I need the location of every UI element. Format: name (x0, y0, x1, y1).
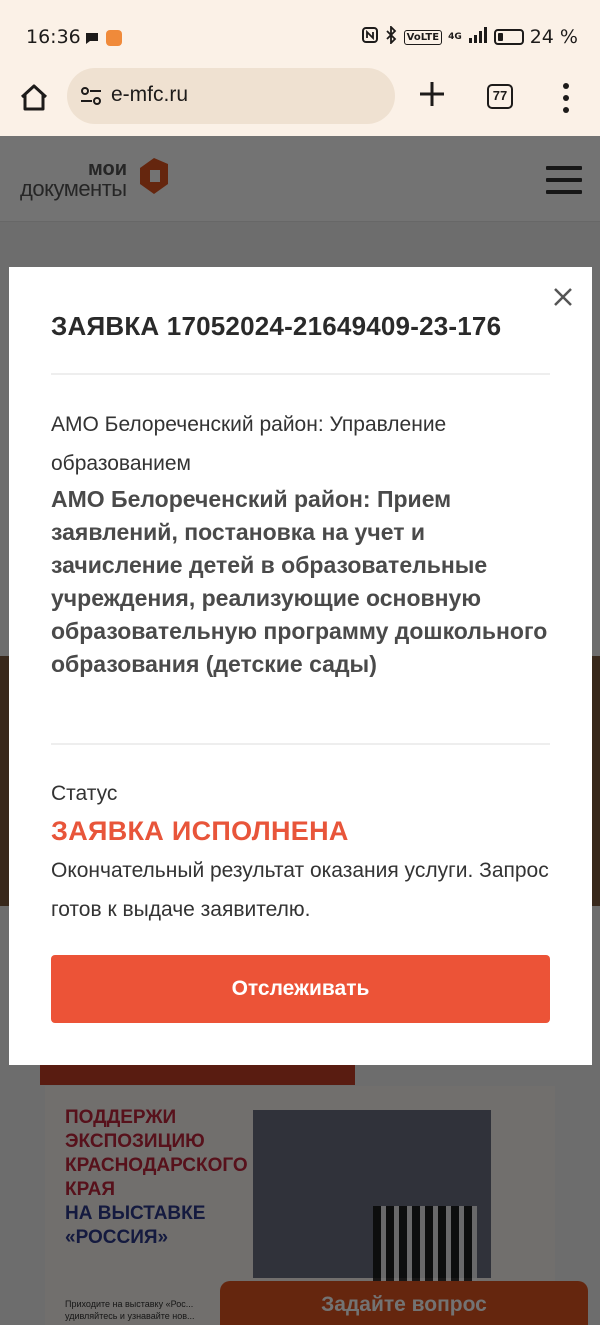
more-vertical-icon (552, 80, 580, 116)
status-time: 16:36 (26, 26, 81, 48)
status-value: ЗАЯВКА ИСПОЛНЕНА (51, 816, 349, 846)
chat-notification-icon (84, 30, 100, 46)
battery-icon (494, 29, 524, 45)
plus-icon (414, 76, 450, 112)
network-label: 4G (448, 32, 462, 42)
address-bar[interactable] (67, 68, 395, 124)
battery-percent: 24 % (529, 26, 578, 48)
status-label: Статус (51, 782, 118, 805)
modal-title: ЗАЯВКА 17052024-21649409-23-176 (51, 311, 502, 341)
department-name: АМО Белореченский район: Управление образованием (51, 413, 447, 475)
service-name: АМО Белореченский район: Прием заявлений, постановка на учет и зачисление детей в образовательные учреждения, реализующие основную образовательную программу дошкольного образования (детские сады) (51, 486, 548, 677)
status-description: Окончательный результат оказания услуги. Запрос готов к выдаче заявителю. (51, 859, 549, 921)
application-modal (9, 267, 592, 1065)
nfc-icon (362, 27, 378, 47)
close-button[interactable] (551, 285, 575, 309)
url-text[interactable]: e-mfc.ru (111, 83, 189, 106)
track-button[interactable]: Отслеживать (51, 955, 550, 1023)
home-button[interactable] (16, 80, 52, 116)
site-settings-icon[interactable] (79, 84, 103, 108)
app-notification-icon (106, 30, 122, 46)
home-icon (16, 80, 52, 116)
divider (51, 373, 550, 375)
tab-switcher-button[interactable]: 77 (487, 84, 513, 109)
browser-toolbar (0, 68, 600, 136)
signal-icon (468, 27, 488, 47)
close-icon (551, 285, 575, 309)
volte-badge: VoLTE (404, 30, 442, 45)
status-bar (0, 0, 600, 68)
more-menu-button[interactable] (552, 80, 580, 116)
status-indicators (362, 26, 578, 48)
bluetooth-icon (384, 26, 398, 48)
new-tab-button[interactable] (414, 76, 450, 112)
divider (51, 743, 550, 745)
